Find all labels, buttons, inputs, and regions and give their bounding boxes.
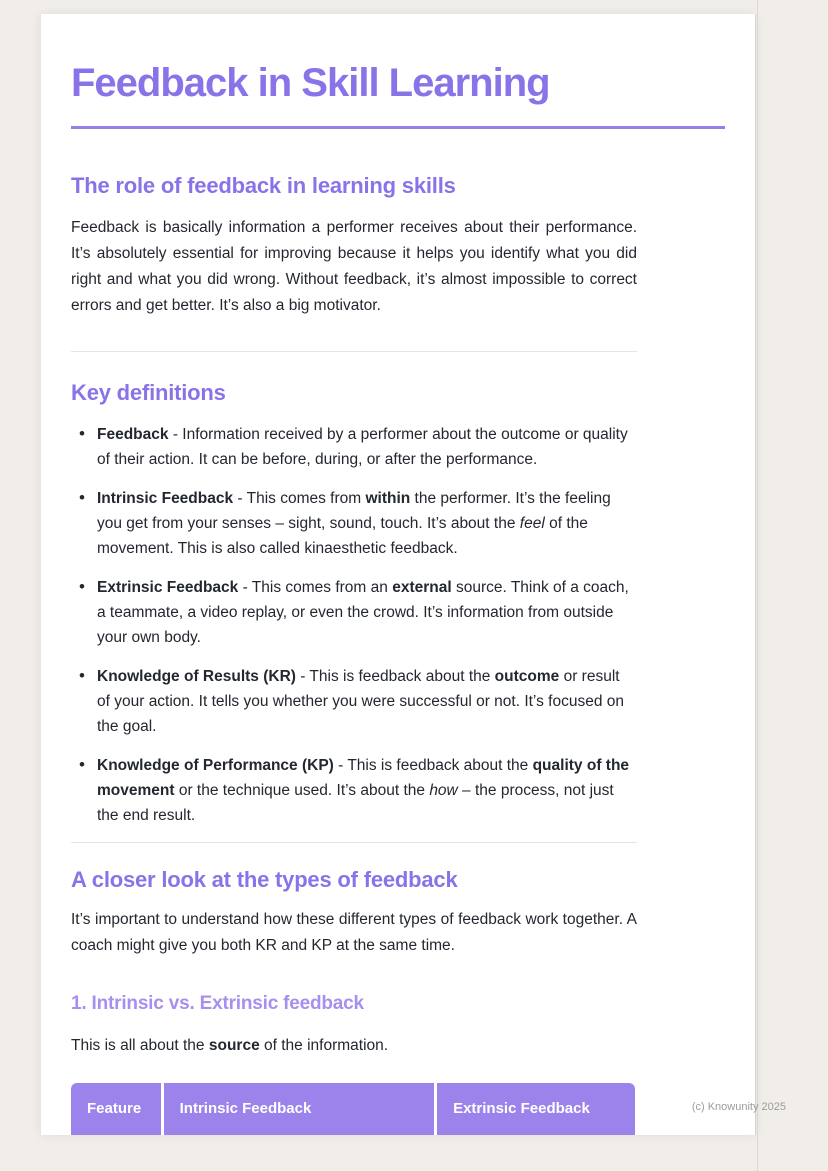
definition-item <box>97 753 631 828</box>
document-page <box>40 14 756 1135</box>
section-divider <box>71 842 637 843</box>
text-segment: - This is feedback about the <box>333 757 533 774</box>
text-segment: source. Think of a coach, a teammate, a video replay, or even the crowd. It’s information from outside your own body. <box>97 579 629 646</box>
page-title: Feedback in Skill Learning <box>71 61 550 105</box>
table-header-cell: Extrinsic Feedback <box>437 1083 635 1135</box>
table-header-cell: Intrinsic Feedback <box>164 1083 434 1135</box>
text-segment: external <box>392 579 452 596</box>
text-segment: or the technique used. It’s about the <box>174 782 430 799</box>
text-segment: Feedback <box>97 426 169 443</box>
text-segment: – the process, not just the end result. <box>97 782 614 824</box>
page-edge-line <box>757 0 758 1171</box>
sub-heading-intrinsic-vs-extrinsic: 1. Intrinsic vs. Extrinsic feedback <box>71 993 364 1014</box>
role-paragraph: Feedback is basically information a performer receives about their performance. It’s absolutely essential for improving because it helps you identify what you did right and what you did wrong. Without feedback, it’s almost impossible to correct errors and get better. It’s also a big motivator. <box>71 219 637 314</box>
text-segment: - This comes from an <box>238 579 393 596</box>
section-divider <box>71 351 637 352</box>
feedback-comparison-table-header-row <box>71 1083 635 1135</box>
definition-item <box>97 664 631 739</box>
text-segment: outcome <box>494 668 560 685</box>
text-segment: - Information received by a performer about the outcome or quality of their action. It can be before, during, or after the performance. <box>97 426 628 468</box>
text-segment: feel <box>519 515 545 532</box>
text-segment: how <box>429 782 458 799</box>
title-underline-rule <box>71 126 725 129</box>
text-segment: - This is feedback about the <box>295 668 495 685</box>
text-segment: or result of your action. It tells you whether you were successful or not. It’s focused on the goal. <box>97 668 624 735</box>
text-segment: of the movement. This is also called kinaesthetic feedback. <box>97 515 588 557</box>
text-segment: This is all about the <box>71 1037 209 1054</box>
table-header-cell: Feature <box>71 1083 161 1135</box>
source-paragraph <box>71 1033 637 1059</box>
definitions-list <box>71 422 631 828</box>
section-heading-closer-look: A closer look at the types of feedback <box>71 867 458 892</box>
definition-item <box>97 486 631 561</box>
definition-item <box>97 575 631 650</box>
watermark-text: (c) Knowunity 2025 <box>691 1101 786 1113</box>
text-segment: within <box>365 490 411 507</box>
text-segment: - This comes from <box>233 490 366 507</box>
section-heading-role: The role of feedback in learning skills <box>71 173 456 198</box>
closer-look-paragraph: It’s important to understand how these different types of feedback work together. A coach might give you both KR and KP at the same time. <box>71 911 637 954</box>
text-segment: quality of the movement <box>97 757 630 799</box>
text-segment: Knowledge of Results (KR) <box>97 668 296 685</box>
text-segment: Knowledge of Performance (KP) <box>97 757 334 774</box>
text-segment: Extrinsic Feedback <box>97 579 239 596</box>
section-heading-definitions: Key definitions <box>71 380 226 405</box>
definition-item <box>97 422 631 472</box>
text-segment: of the information. <box>259 1037 389 1054</box>
text-segment: source <box>208 1037 260 1054</box>
text-segment: Intrinsic Feedback <box>97 490 234 507</box>
document-content <box>41 14 755 1135</box>
text-segment: the performer. It’s the feeling you get from your senses – sight, sound, touch. It’s about the <box>97 490 611 532</box>
